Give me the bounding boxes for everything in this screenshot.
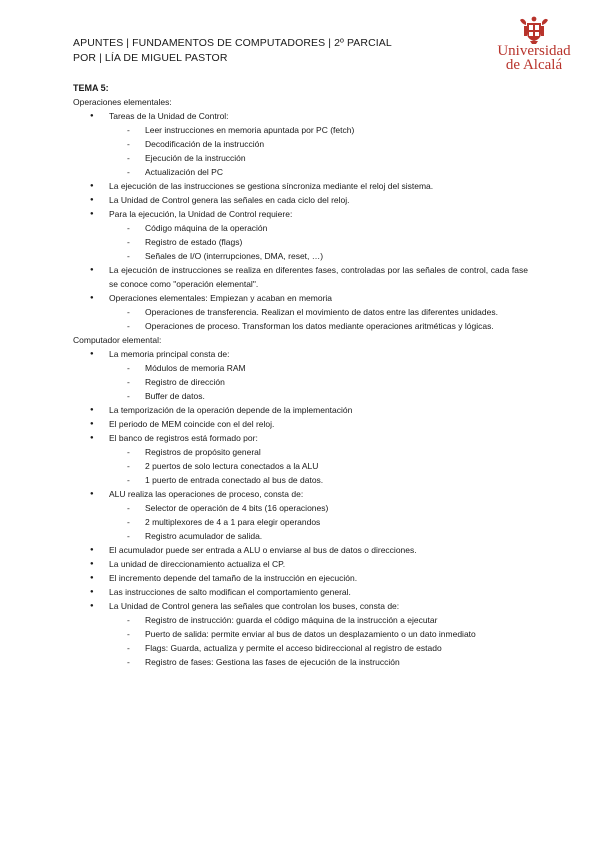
sub-list bbox=[109, 361, 528, 403]
sub-list-item: - Registro de estado (flags) bbox=[73, 235, 528, 249]
sub-list-item: - 1 puerto de entrada conectado al bus de datos. bbox=[73, 473, 528, 487]
list-item: ● La temporización de la operación depende de la implementación bbox=[73, 403, 528, 417]
sub-list bbox=[109, 221, 528, 263]
list-item bbox=[73, 347, 528, 403]
header-author: POR | LÍA DE MIGUEL PASTOR bbox=[73, 52, 228, 64]
document-header bbox=[73, 36, 433, 66]
sub-list-item: - 2 multiplexores de 4 a 1 para elegir operandos bbox=[73, 515, 528, 529]
sub-list-item: - Operaciones de transferencia. Realizan el movimiento de datos entre las diferentes unidades. bbox=[73, 305, 528, 319]
list-item bbox=[73, 599, 528, 669]
list-item: ● Las instrucciones de salto modifican el comportamiento general. bbox=[73, 585, 528, 599]
sub-list-item: - Operaciones de proceso. Transforman los datos mediante operaciones aritméticas y lógicas. bbox=[73, 319, 528, 333]
header-title: APUNTES | FUNDAMENTOS DE COMPUTADORES | 2º PARCIAL bbox=[73, 37, 392, 49]
sub-list-item: - Decodificación de la instrucción bbox=[73, 137, 528, 151]
sub-list bbox=[109, 123, 528, 179]
list-item bbox=[73, 291, 528, 333]
sub-list-item: - Registro de instrucción: guarda el código máquina de la instrucción a ejecutar bbox=[73, 613, 528, 627]
list-item: ● La Unidad de Control genera las señales en cada ciclo del reloj. bbox=[73, 193, 528, 207]
list-item: ● La ejecución de instrucciones se realiza en diferentes fases, controladas por las señales de control, cada fase se conoce como "operación elemental". bbox=[73, 263, 528, 291]
list-item: ● La unidad de direccionamiento actualiza el CP. bbox=[73, 557, 528, 571]
list-item-text: ALU realiza las operaciones de proceso, consta de: bbox=[109, 489, 304, 499]
sub-list-item: - Selector de operación de 4 bits (16 operaciones) bbox=[73, 501, 528, 515]
sub-list-item: - Ejecución de la instrucción bbox=[73, 151, 528, 165]
list-item-text: Tareas de la Unidad de Control: bbox=[109, 111, 229, 121]
sub-list-item: - Código máquina de la operación bbox=[73, 221, 528, 235]
sub-list bbox=[109, 613, 528, 669]
section-heading: Operaciones elementales: bbox=[73, 97, 172, 107]
sub-list-item: - 2 puertos de solo lectura conectados a la ALU bbox=[73, 459, 528, 473]
sub-list-item: - Módulos de memoria RAM bbox=[73, 361, 528, 375]
sub-list bbox=[109, 501, 528, 543]
section-heading: Computador elemental: bbox=[73, 335, 162, 345]
sub-list-item: - Registro de fases: Gestiona las fases de ejecución de la instrucción bbox=[73, 655, 528, 669]
list-item: ● El incremento depende del tamaño de la instrucción en ejecución. bbox=[73, 571, 528, 585]
list-item: ● La ejecución de las instrucciones se gestiona síncroniza mediante el reloj del sistema. bbox=[73, 179, 528, 193]
sub-list-item: - Flags: Guarda, actualiza y permite el acceso bidireccional al registro de estado bbox=[73, 641, 528, 655]
sub-list bbox=[109, 445, 528, 487]
logo-text-line1: Universidad bbox=[497, 43, 571, 59]
list-item: ● El acumulador puede ser entrada a ALU o enviarse al bus de datos o direcciones. bbox=[73, 543, 528, 557]
sub-list-item: - Leer instrucciones en memoria apuntada por PC (fetch) bbox=[73, 123, 528, 137]
list-item-text: Operaciones elementales: Empiezan y acaban en memoria bbox=[109, 293, 333, 303]
list-item bbox=[73, 431, 528, 487]
sub-list-item: - Señales de I/O (interrupciones, DMA, reset, …) bbox=[73, 249, 528, 263]
list-item-text: Para la ejecución, la Unidad de Control requiere: bbox=[109, 209, 293, 219]
list-item: ● El periodo de MEM coincide con el del reloj. bbox=[73, 417, 528, 431]
bullet-list bbox=[73, 109, 528, 333]
sub-list-item: - Buffer de datos. bbox=[73, 389, 528, 403]
list-item bbox=[73, 207, 528, 263]
university-crest-icon bbox=[517, 14, 551, 44]
list-item-text: La Unidad de Control genera las señales que controlan los buses, consta de: bbox=[109, 601, 400, 611]
logo-text-line2: de Alcalá bbox=[505, 57, 563, 73]
topic-title: TEMA 5: bbox=[73, 83, 109, 93]
university-logo bbox=[494, 14, 574, 80]
sub-list-item: - Registro acumulador de salida. bbox=[73, 529, 528, 543]
sub-list-item: - Puerto de salida: permite enviar al bus de datos un desplazamiento o un dato inmediato bbox=[73, 627, 528, 641]
bullet-list bbox=[73, 347, 528, 669]
list-item bbox=[73, 487, 528, 543]
notes-body bbox=[73, 81, 528, 669]
sub-list-item: - Actualización del PC bbox=[73, 165, 528, 179]
sub-list bbox=[109, 305, 528, 333]
list-item-text: El banco de registros está formado por: bbox=[109, 433, 258, 443]
list-item bbox=[73, 109, 528, 179]
list-item-text: La memoria principal consta de: bbox=[109, 349, 230, 359]
sub-list-item: - Registros de propósito general bbox=[73, 445, 528, 459]
sub-list-item: - Registro de dirección bbox=[73, 375, 528, 389]
